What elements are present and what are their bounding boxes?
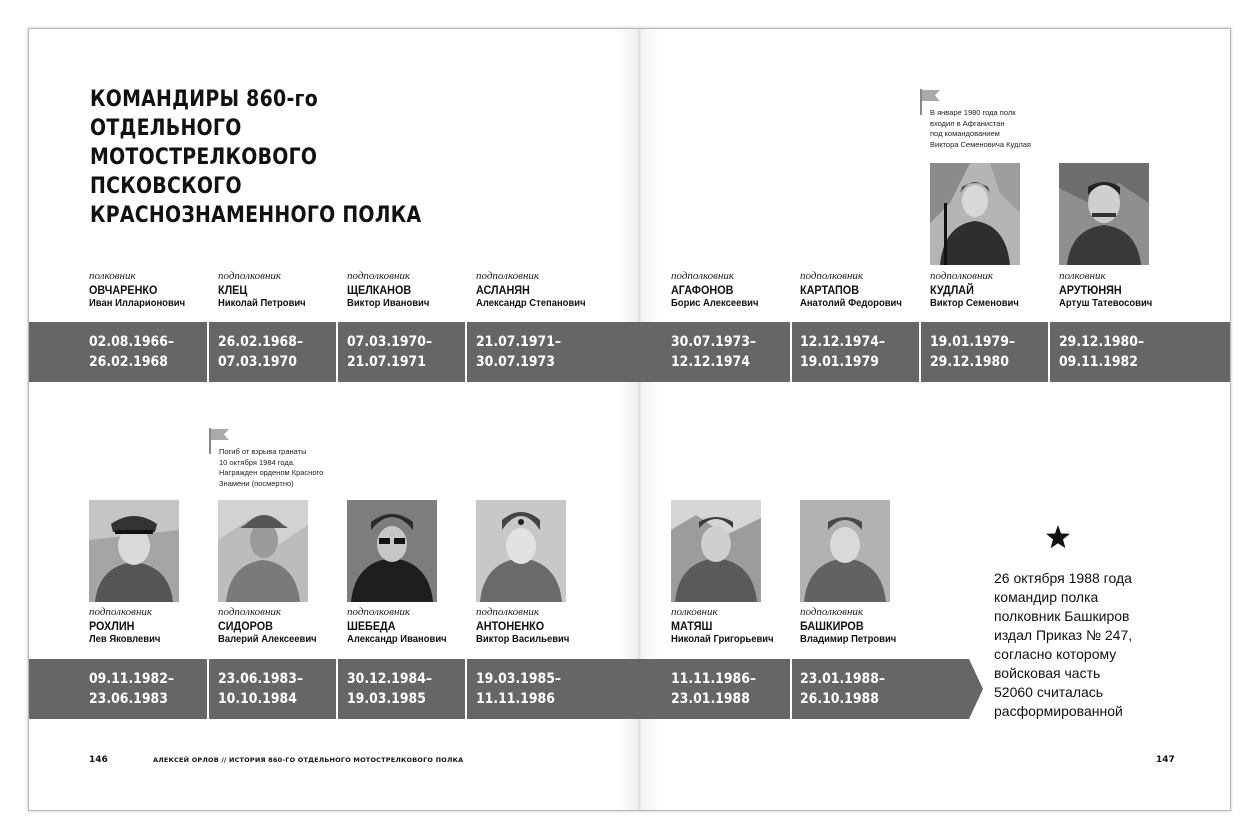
term-end: 19.03.1985 xyxy=(347,691,426,707)
band-separator xyxy=(336,322,338,382)
page-number-left: 146 xyxy=(89,755,108,765)
term-start: 21.07.1971– xyxy=(476,334,562,350)
term-end: 07.03.1970 xyxy=(218,354,297,370)
term-start: 19.03.1985– xyxy=(476,671,562,687)
term-start: 07.03.1970– xyxy=(347,334,433,350)
commander-given-name: Виктор Иванович xyxy=(347,297,430,309)
decree-line: 52060 считалась xyxy=(994,684,1104,700)
commander-given-name: Виктор Васильевич xyxy=(476,633,570,645)
running-head: АЛЕКСЕЙ ОРЛОВ // ИСТОРИЯ 860-ГО ОТДЕЛЬНОГО МОТОСТРЕЛКОВОГО ПОЛКА xyxy=(153,756,464,764)
term-end: 09.11.1982 xyxy=(1059,354,1138,370)
decree-line: полковник Башкиров xyxy=(994,608,1130,624)
book-spread xyxy=(28,28,1231,811)
commander-surname: БАШКИРОВ xyxy=(800,619,864,633)
commander-rank: подполковник xyxy=(347,270,411,282)
band-separator xyxy=(790,322,792,382)
band-separator xyxy=(465,322,467,382)
term-start: 30.07.1973– xyxy=(671,334,757,350)
term-end: 30.07.1973 xyxy=(476,354,555,370)
term-start: 19.01.1979– xyxy=(930,334,1016,350)
page-number-right: 147 xyxy=(1156,755,1175,765)
commander-rank: полковник xyxy=(89,270,136,282)
term-end: 21.07.1971 xyxy=(347,354,426,370)
commander-rank: подполковник xyxy=(218,270,282,282)
term-end: 10.10.1984 xyxy=(218,691,297,707)
star-icon xyxy=(1045,524,1071,550)
commander-given-name: Борис Алексеевич xyxy=(671,297,759,309)
portrait-photo xyxy=(89,500,179,602)
commander-rank: подполковник xyxy=(89,606,153,618)
decree-line: расформированной xyxy=(994,703,1123,719)
term-start: 02.08.1966– xyxy=(89,334,175,350)
commander-rank: подполковник xyxy=(800,270,864,282)
term-start: 29.12.1980– xyxy=(1059,334,1145,350)
title-line: КОМАНДИРЫ 860-го ОТДЕЛЬНОГО xyxy=(90,87,318,141)
term-start: 26.02.1968– xyxy=(218,334,304,350)
commander-given-name: Николай Григорьевич xyxy=(671,633,774,645)
commander-surname: АРУТЮНЯН xyxy=(1059,283,1122,297)
commander-rank: подполковник xyxy=(218,606,282,618)
term-end: 23.06.1983 xyxy=(89,691,168,707)
commander-rank: подполковник xyxy=(671,270,735,282)
commander-surname: ОВЧАРЕНКО xyxy=(89,283,158,297)
band-separator xyxy=(790,659,792,719)
decree-text xyxy=(994,569,1194,721)
commander-surname: АГАФОНОВ xyxy=(671,283,734,297)
portrait-photo xyxy=(930,163,1020,265)
commander-given-name: Иван Илларионович xyxy=(89,297,186,309)
decree-line: войсковая часть xyxy=(994,665,1101,681)
commander-rank: подполковник xyxy=(476,606,540,618)
band-separator xyxy=(336,659,338,719)
commander-rank: полковник xyxy=(1059,270,1106,282)
term-end: 29.12.1980 xyxy=(930,354,1009,370)
commander-given-name: Виктор Семенович xyxy=(930,297,1019,309)
commander-surname: АСЛАНЯН xyxy=(476,283,530,297)
commander-rank: полковник xyxy=(671,606,718,618)
term-end: 23.01.1988 xyxy=(671,691,750,707)
commander-rank: подполковник xyxy=(800,606,864,618)
commander-given-name: Александр Иванович xyxy=(347,633,447,645)
commander-surname: АНТОНЕНКО xyxy=(476,619,545,633)
term-start: 12.12.1974– xyxy=(800,334,886,350)
band-separator xyxy=(207,322,209,382)
commander-surname: РОХЛИН xyxy=(89,619,135,633)
commander-given-name: Артуш Татевосович xyxy=(1059,297,1153,309)
commander-given-name: Валерий Алексеевич xyxy=(218,633,317,645)
page-title xyxy=(90,85,451,230)
commander-surname: СИДОРОВ xyxy=(218,619,273,633)
sidorov-note: Погиб от взрыва гранаты 10 октября 1984 года. Награжден орденом Красного Знамени (посмертно) xyxy=(219,447,324,488)
decree-line: 26 октября 1988 года xyxy=(994,570,1132,586)
commander-given-name: Александр Степанович xyxy=(476,297,586,309)
term-start: 23.06.1983– xyxy=(218,671,304,687)
band-separator xyxy=(1048,322,1050,382)
kudlay-note: В январе 1980 года полк входил в Афганистан под командованием Виктора Семеновича Кудлая xyxy=(930,108,1031,149)
term-end: 12.12.1974 xyxy=(671,354,750,370)
term-start: 30.12.1984– xyxy=(347,671,433,687)
portrait-photo xyxy=(800,500,890,602)
portrait-photo xyxy=(1059,163,1149,265)
commander-given-name: Владимир Петрович xyxy=(800,633,897,645)
portrait-photo xyxy=(347,500,437,602)
decree-line: издал Приказ № 247, xyxy=(994,627,1133,643)
commander-given-name: Лев Яковлевич xyxy=(89,633,161,645)
commander-surname: ЩЕЛКАНОВ xyxy=(347,283,412,297)
timeline-arrow xyxy=(969,659,983,719)
title-line: КРАСНОЗНАМЕННОГО ПОЛКА xyxy=(90,203,422,228)
commander-rank: подполковник xyxy=(930,270,994,282)
term-start: 11.11.1986– xyxy=(671,671,757,687)
commander-surname: КУДЛАЙ xyxy=(930,283,974,297)
commander-rank: подполковник xyxy=(476,270,540,282)
term-start: 23.01.1988– xyxy=(800,671,886,687)
term-end: 11.11.1986 xyxy=(476,691,555,707)
commander-surname: КЛЕЦ xyxy=(218,283,248,297)
title-line: МОТОСТРЕЛКОВОГО ПСКОВСКОГО xyxy=(90,145,318,199)
portrait-photo xyxy=(476,500,566,602)
band-separator xyxy=(465,659,467,719)
commander-surname: КАРТАПОВ xyxy=(800,283,859,297)
commander-surname: ШЕБЕДА xyxy=(347,619,396,633)
term-end: 26.02.1968 xyxy=(89,354,168,370)
commander-rank: подполковник xyxy=(347,606,411,618)
commander-given-name: Николай Петрович xyxy=(218,297,306,309)
portrait-photo xyxy=(671,500,761,602)
portrait-photo xyxy=(218,500,308,602)
term-end: 26.10.1988 xyxy=(800,691,879,707)
decree-line: согласно которому xyxy=(994,646,1117,662)
commander-surname: МАТЯШ xyxy=(671,619,713,633)
term-end: 19.01.1979 xyxy=(800,354,879,370)
commander-given-name: Анатолий Федорович xyxy=(800,297,902,309)
band-separator xyxy=(919,322,921,382)
band-separator xyxy=(207,659,209,719)
decree-line: командир полка xyxy=(994,589,1099,605)
term-start: 09.11.1982– xyxy=(89,671,175,687)
